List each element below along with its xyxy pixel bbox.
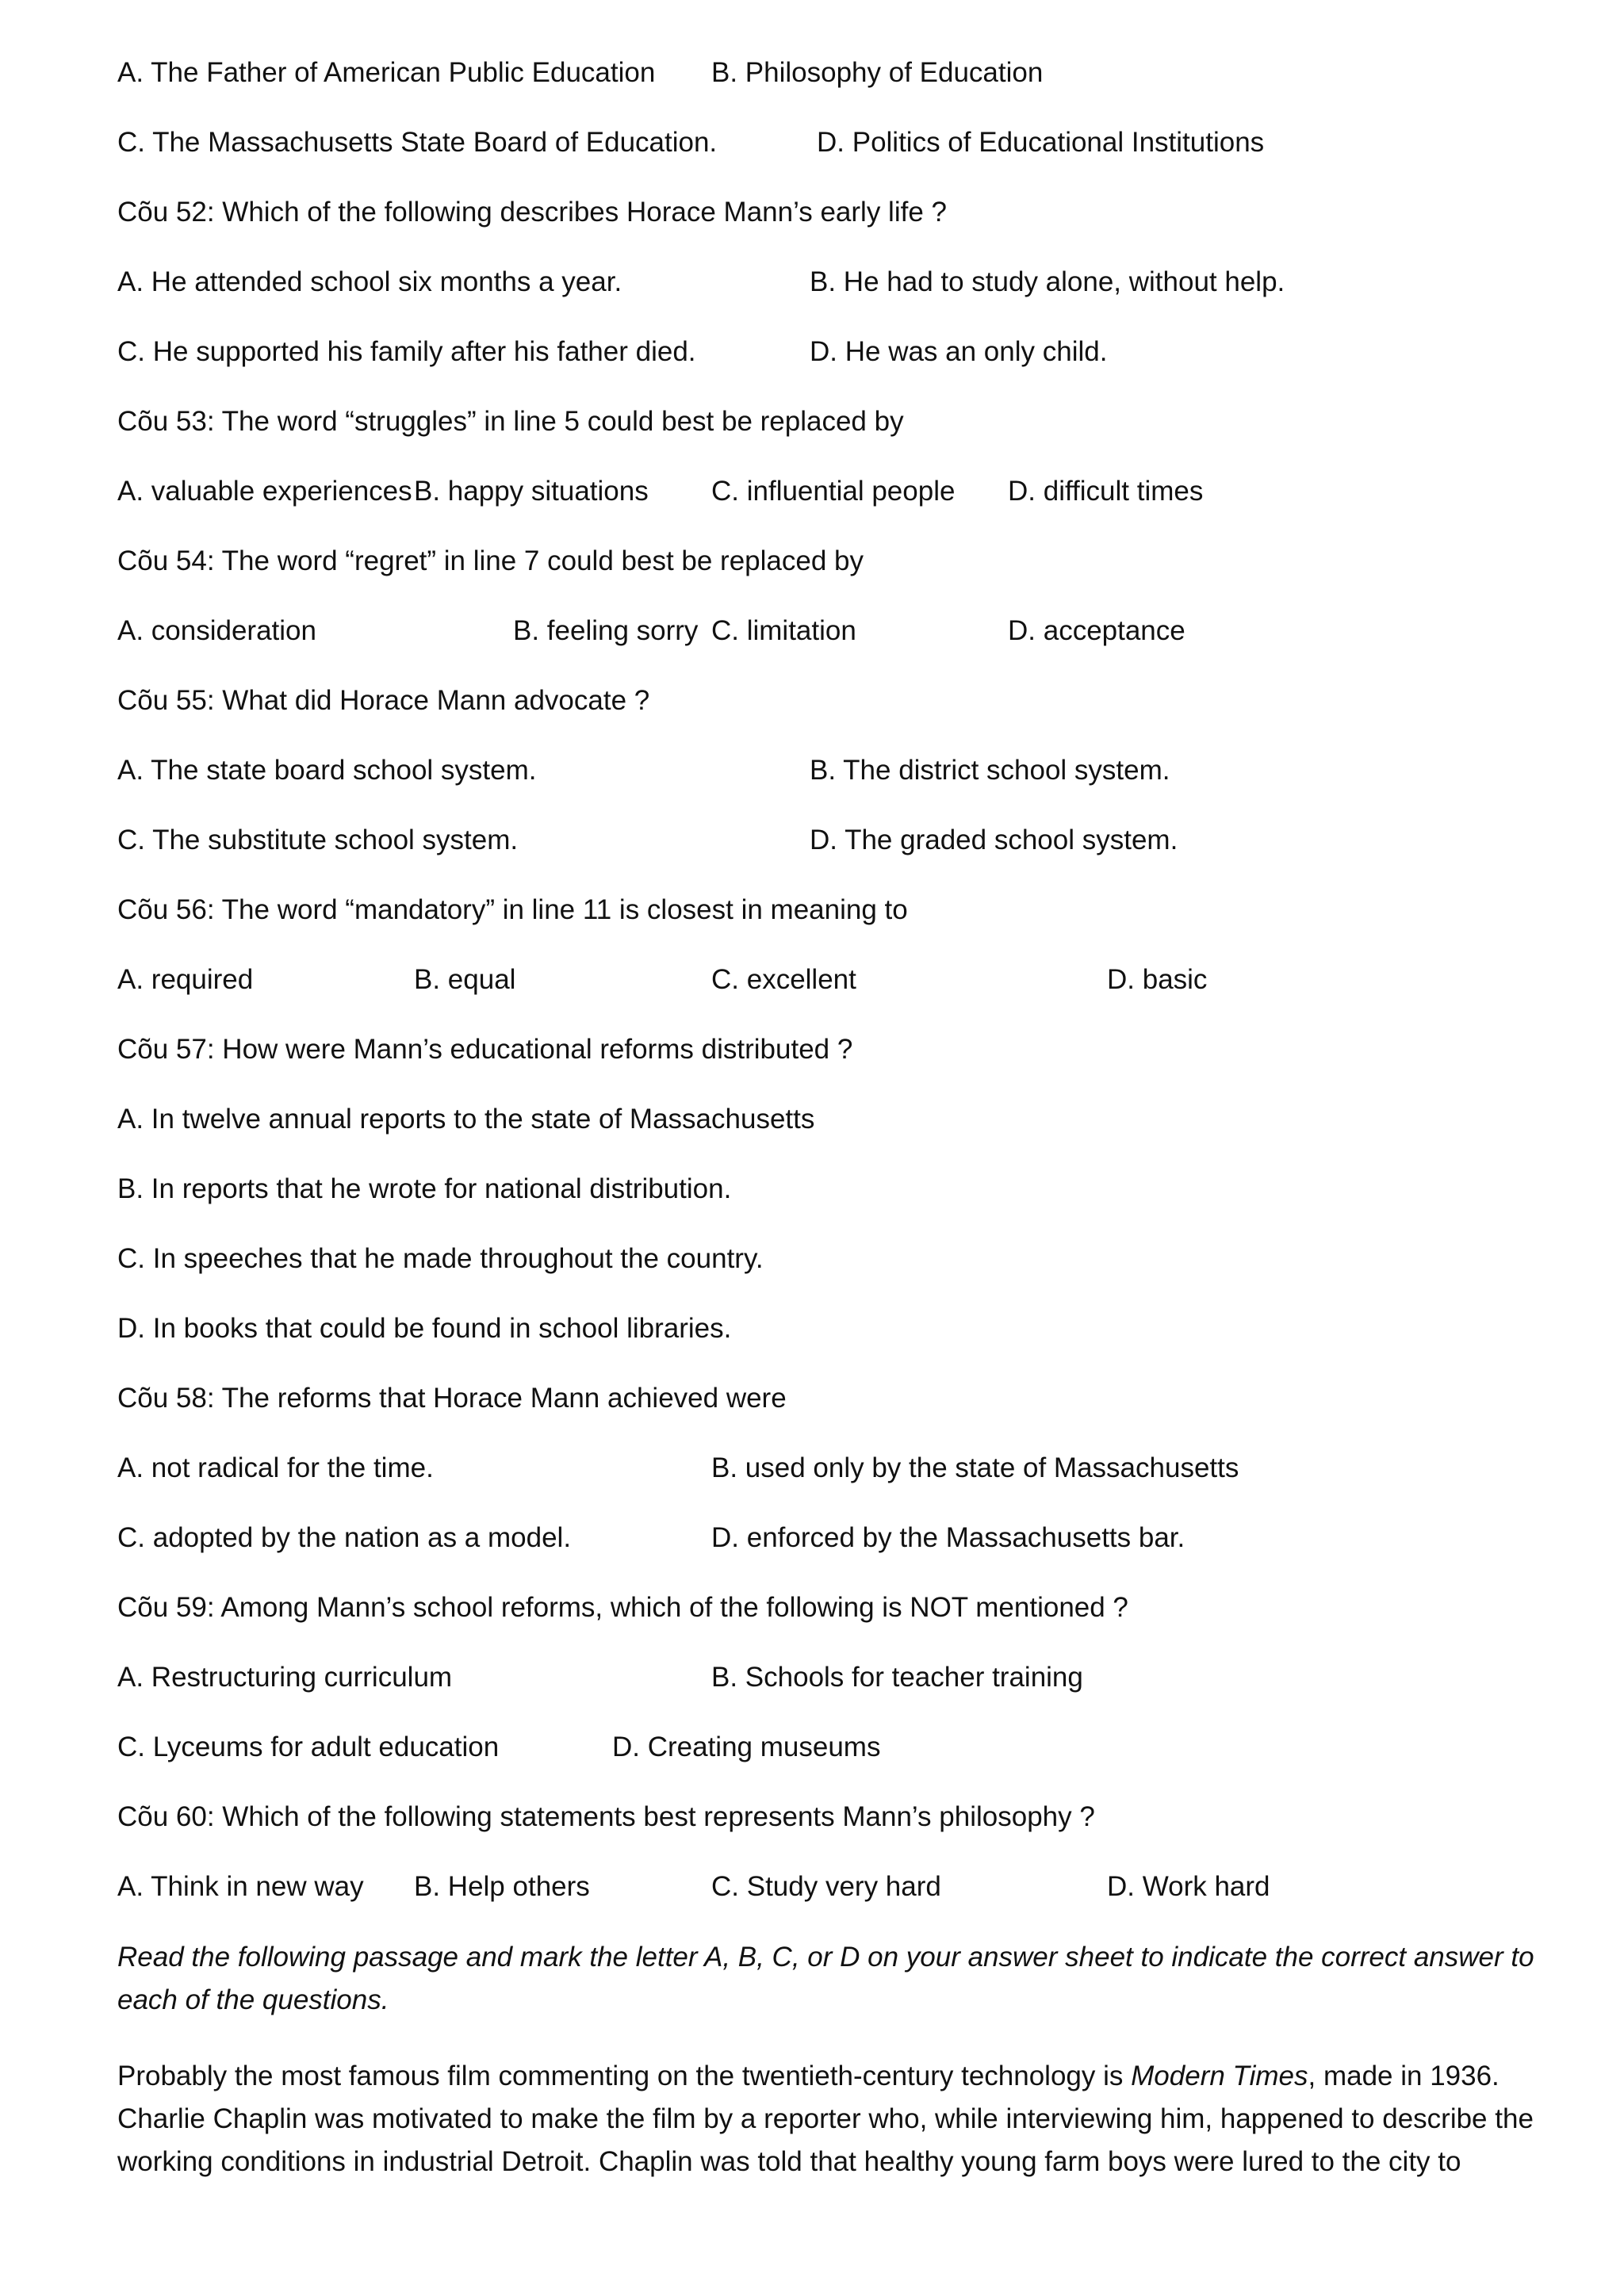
q58-option-a: A. not radical for the time. — [117, 1452, 434, 1483]
q60-stem: Cõu 60: Which of the following statements best represents Mann’s philosophy ? — [117, 1801, 1095, 1832]
q60-option-c: C. Study very hard — [711, 1871, 941, 1902]
q55-option-d: D. The graded school system. — [810, 825, 1178, 855]
q53-option-b: B. happy situations — [414, 476, 649, 507]
q53-option-d: D. difficult times — [1008, 476, 1204, 507]
q54-option-c: C. limitation — [711, 615, 856, 646]
q59-option-a: A. Restructuring curriculum — [117, 1662, 453, 1693]
q52-stem: Cõu 52: Which of the following describes Horace Mann’s early life ? — [117, 197, 947, 228]
film-title: Modern Times — [1131, 2061, 1308, 2091]
q54-stem: Cõu 54: The word “regret” in line 7 could best be replaced by — [117, 545, 864, 576]
q56-option-b: B. equal — [414, 964, 516, 995]
q59-option-d: D. Creating museums — [612, 1732, 881, 1762]
reading-instruction: Read the following passage and mark the letter A, B, C, or D on your answer sheet to indicate the correct answer to each of the questions. — [117, 1942, 1534, 2015]
q52-option-c: C. He supported his family after his father died. — [117, 336, 696, 367]
q56-option-a: A. required — [117, 964, 254, 995]
q57-option-d: D. In books that could be found in school libraries. — [117, 1313, 732, 1344]
q56-option-d: D. basic — [1107, 964, 1208, 995]
q55-option-b: B. The district school system. — [810, 755, 1170, 786]
q55-option-a: A. The state board school system. — [117, 755, 537, 786]
q57-option-c: C. In speeches that he made throughout the country. — [117, 1243, 764, 1274]
q58-option-b: B. used only by the state of Massachusetts — [711, 1452, 1239, 1483]
q55-stem: Cõu 55: What did Horace Mann advocate ? — [117, 685, 650, 716]
q60-option-b: B. Help others — [414, 1871, 590, 1902]
q57-option-b: B. In reports that he wrote for national distribution. — [117, 1173, 732, 1204]
q53-option-c: C. influential people — [711, 476, 956, 507]
q59-stem: Cõu 59: Among Mann’s school reforms, which of the following is NOT mentioned ? — [117, 1592, 1128, 1623]
q58-option-c: C. adopted by the nation as a model. — [117, 1522, 572, 1553]
q58-stem: Cõu 58: The reforms that Horace Mann achieved were — [117, 1383, 787, 1414]
q54-option-d: D. acceptance — [1008, 615, 1185, 646]
q60-option-a: A. Think in new way — [117, 1871, 364, 1902]
q60-option-d: D. Work hard — [1107, 1871, 1270, 1902]
q57-stem: Cõu 57: How were Mann’s educational reforms distributed ? — [117, 1034, 853, 1065]
q55-option-c: C. The substitute school system. — [117, 825, 519, 855]
q58-option-d: D. enforced by the Massachusetts bar. — [711, 1522, 1185, 1553]
q56-option-c: C. excellent — [711, 964, 856, 995]
q51-option-d: D. Politics of Educational Institutions — [817, 127, 1265, 158]
q51-option-b: B. Philosophy of Education — [711, 57, 1044, 88]
q56-stem: Cõu 56: The word “mandatory” in line 11 is closest in meaning to — [117, 894, 908, 925]
q52-option-a: A. He attended school six months a year. — [117, 266, 622, 297]
q51-option-a: A. The Father of American Public Education — [117, 57, 656, 88]
q53-stem: Cõu 53: The word “struggles” in line 5 could best be replaced by — [117, 406, 904, 437]
q59-option-c: C. Lyceums for adult education — [117, 1732, 500, 1762]
q57-option-a: A. In twelve annual reports to the state of Massachusetts — [117, 1104, 815, 1135]
q52-option-d: D. He was an only child. — [810, 336, 1108, 367]
reading-passage — [117, 2055, 1537, 2183]
q53-option-a: A. valuable experiences — [117, 476, 412, 507]
q54-option-a: A. consideration — [117, 615, 316, 646]
q54-option-b: B. feeling sorry — [513, 615, 699, 646]
q52-option-b: B. He had to study alone, without help. — [810, 266, 1285, 297]
passage-text-end: , made in 1936. Charlie Chaplin was motivated to make the film by a reporter who, while interviewing him, happened to describe the working conditions in industrial Detroit. Chaplin was told that healthy young farm boys were lured to the city to — [117, 2061, 1534, 2177]
passage-text-start: Probably the most famous film commenting on the twentieth-century technology is — [117, 2061, 1132, 2091]
q59-option-b: B. Schools for teacher training — [711, 1662, 1083, 1693]
q51-option-c: C. The Massachusetts State Board of Education. — [117, 127, 718, 158]
